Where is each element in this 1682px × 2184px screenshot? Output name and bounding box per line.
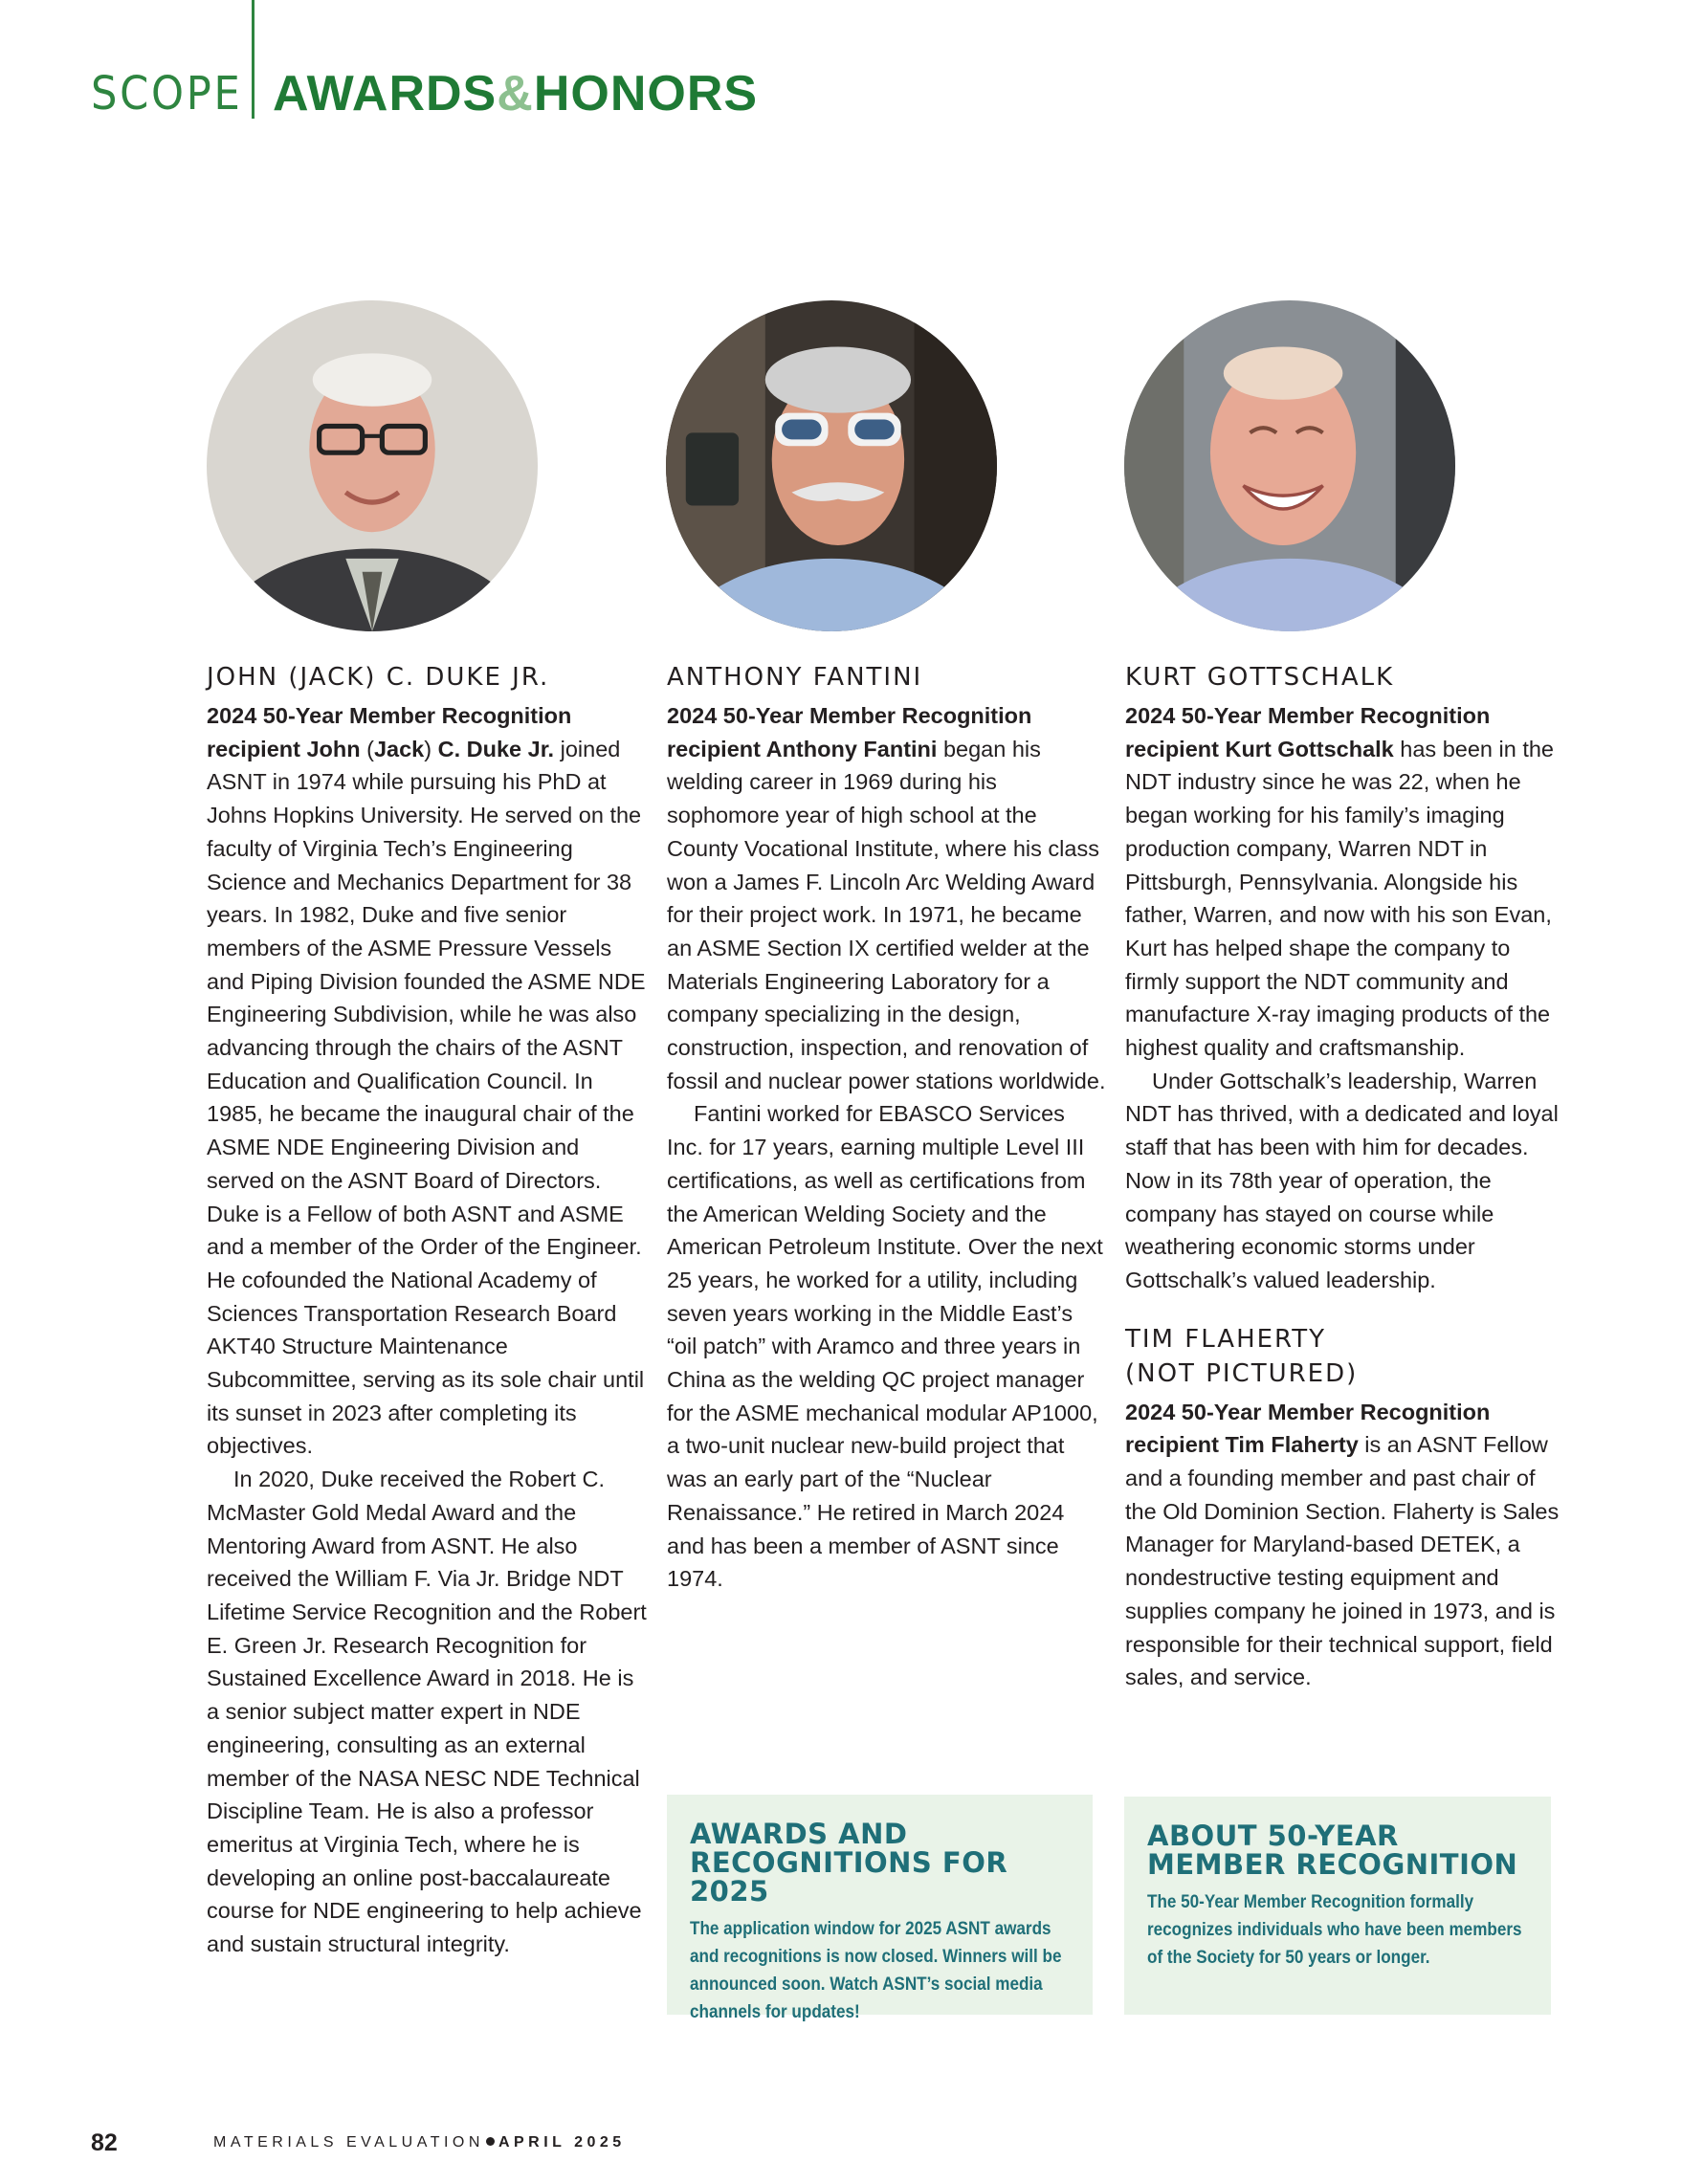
profile-paragraph-2: Under Gottschalk’s leadership, Warren NDT has thrived, with a dedicated and loyal staff that has been with him for decades. Now in its 78th year of operation, the company has stayed on course while weathering economic storms under Gottschalk’s valued leadership. [1125, 1068, 1559, 1292]
issue-date: APRIL 2025 [498, 2134, 626, 2151]
title-part-honors: HONORS [533, 66, 759, 121]
name-line: TIM FLAHERTY [1125, 1324, 1326, 1354]
profile-name-flaherty [1125, 1322, 1565, 1391]
publication-line [213, 2134, 626, 2151]
callout-text: The 50-Year Member Recognition formally recognizes individuals who have been members of the Society for 50 years or longer. [1147, 1892, 1522, 1968]
page-header [0, 0, 1682, 134]
callout-title: ABOUT 50-YEAR MEMBER RECOGNITION [1147, 1820, 1518, 1881]
lead-bold-nickname: Jack [373, 736, 425, 761]
body-text: has been in the NDT industry since he was 22, when he began working for his family’s imaging production company, Warren NDT in Pittsburgh, Pennsylvania. Alongside his father, Warren, and now with his son Evan, Kurt has helped shape the company to firmly support the NDT community and manufacture X-ray imaging products of the highest quality and craftsmanship. [1125, 736, 1554, 1061]
lead-bold: 2024 50-Year Member Recognition recipient Kurt Gottschalk [1125, 703, 1491, 761]
profile-fantini [667, 660, 1107, 1596]
header-divider [252, 0, 255, 119]
lead-bold-surname: C. Duke Jr. [432, 736, 555, 761]
portrait-john-duke [207, 300, 538, 631]
lead-paren-close: ) [424, 736, 432, 761]
callout-text: The application window for 2025 ASNT awards and recognitions is now closed. Winners will be announced soon. Watch ASNT’s social media channels for updates! [690, 1919, 1062, 2022]
publication-name: MATERIALS EVALUATION [213, 2134, 484, 2151]
body-text: joined ASNT in 1974 while pursuing his PhD at Johns Hopkins University. He served on the faculty of Virginia Tech’s Engineering Science and Mechanics Department for 38 years. In 1982, Duke and five senior members of the ASME Pressure Vessels and Piping Division founded the ASME NDE Engineering Subdivision, while he was also advancing through the chairs of the ASNT Education and Qualification Council. In 1985, he became the inaugural chair of the ASME NDE Engineering Division and served on the ASNT Board of Directors. Duke is a Fellow of both ASNT and ASME and a member of the Order of the Engineer. He cofounded the National Academy of Sciences Transportation Research Board AKT40 Structure Maintenance Subcommittee, serving as its sole chair until its sunset in 2023 after completing its objectives. [207, 736, 646, 1459]
portrait-anthony-fantini [666, 300, 997, 631]
profile-name: JOHN (JACK) C. DUKE JR. [207, 663, 550, 692]
portrait-kurt-gottschalk [1124, 300, 1455, 631]
callout-awards-2025 [667, 1795, 1093, 2022]
name-note: (NOT PICTURED) [1125, 1358, 1359, 1388]
callout-about-recognition [1124, 1797, 1551, 2015]
body-text: began his welding career in 1969 during his sophomore year of high school at the County Vocational Institute, where his class won a James F. Lincoln Arc Welding Award for their project work. In 1971, he became an ASME Section IX certified welder at the Materials Engineering Laboratory for a company specializing in the design, construction, inspection, and renovation of fossil and nuclear power stations worldwide. [667, 736, 1106, 1093]
profile-paragraph [207, 699, 647, 1463]
page-footer [91, 2129, 856, 2158]
callout-title: AWARDS AND RECOGNITIONS FOR 2025 [690, 1818, 1008, 1908]
profile-gottschalk-flaherty [1125, 660, 1565, 1694]
section-label: SCOPE [91, 67, 243, 121]
profile-name: ANTHONY FANTINI [667, 663, 923, 692]
profile-paragraph [1125, 699, 1565, 1065]
body-text: is an ASNT Fellow and a founding member and past chair of the Old Dominion Section. Flaherty is Sales Manager for Maryland-based DETEK, a nondestructive testing equipment and supplies company he joined in 1973, and is responsible for their technical support, field sales, and service. [1125, 1432, 1560, 1690]
profile-paragraph-2: In 2020, Duke received the Robert C. McMaster Gold Medal Award and the Mentoring Award from ASNT. He also received the William F. Via Jr. Bridge NDT Lifetime Service Recognition and the Robert E. Green Jr. Research Recognition for Sustained Excellence Award in 2018. He is a senior subject matter expert in NDE engineering, consulting as an external member of the NASA NESC NDE Technical Discipline Team. He is also a professor emeritus at Virginia Tech, where he is developing an online post-baccalaureate course for NDE engineering to help achieve and sustain structural integrity. [207, 1467, 647, 1957]
profile-paragraph [1125, 1396, 1565, 1694]
page-number: 82 [91, 2129, 118, 2156]
profile-duke [207, 660, 647, 1961]
lead-bold: 2024 50-Year Member Recognition recipient Tim Flaherty [1125, 1399, 1491, 1458]
page-title [273, 65, 758, 122]
profile-paragraph [667, 699, 1107, 1097]
lead-bold: 2024 50-Year Member Recognition recipient John [207, 703, 572, 761]
lead-paren-open: ( [366, 736, 374, 761]
title-ampersand: & [497, 66, 534, 121]
title-part-awards: AWARDS [273, 66, 498, 121]
bullet-dot [486, 2137, 495, 2146]
profile-name: KURT GOTTSCHALK [1125, 663, 1395, 692]
profile-paragraph-2: Fantini worked for EBASCO Services Inc. for 17 years, earning multiple Level III certifications, as well as certifications from the American Welding Society and the American Petroleum Institute. Over the next 25 years, he worked for a utility, including seven years working in the Middle East’s “oil patch” with Aramco and three years in China as the welding QC project manager for the ASME mechanical modular AP1000, a two-unit nuclear new-build project that was an early part of the “Nuclear Renaissance.” He retired in March 2024 and has been a member of ASNT since 1974. [667, 1101, 1103, 1592]
lead-bold: 2024 50-Year Member Recognition recipient Anthony Fantini [667, 703, 1032, 761]
